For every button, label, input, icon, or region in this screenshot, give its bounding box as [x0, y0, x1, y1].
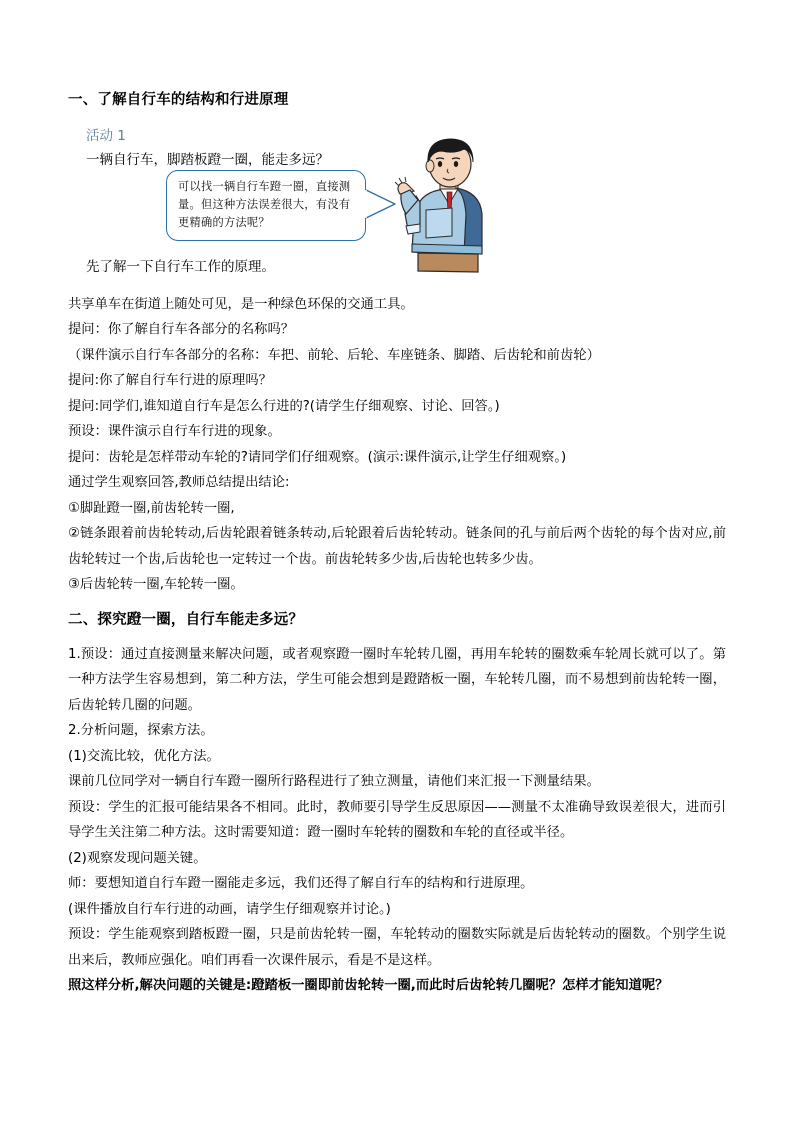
paragraph: 通过学生观察回答,教师总结提出结论:: [68, 475, 290, 491]
paragraph: （课件演示自行车各部分的名称：车把、前轮、后轮、车座链条、脚踏、后齿轮和前齿轮）: [68, 347, 600, 363]
paragraph: 2.分析问题，探索方法。: [68, 723, 214, 739]
section-1-heading: 一、了解自行车的结构和行进原理: [68, 92, 289, 108]
paragraph: (课件播放自行车行进的动画，请学生仔细观察并讨论。): [68, 901, 391, 917]
body-paragraphs-part-1: [68, 292, 726, 598]
paragraph: 预设：课件演示自行车行进的现象。: [68, 424, 281, 440]
activity-block: [86, 126, 726, 286]
paragraph: 师：要想知道自行车蹬一圈能走多远，我们还得了解自行车的结构和行进原理。: [68, 876, 534, 892]
body-paragraphs-part-2: [68, 642, 726, 999]
paragraph: 共享单车在街道上随处可见，是一种绿色环保的交通工具。: [68, 296, 414, 312]
paragraph: 课前几位同学对一辆自行车蹬一圈所行路程进行了独立测量，请他们来汇报一下测量结果。: [68, 774, 600, 790]
paragraph-emphasis: 照这样分析,解决问题的关键是:蹬踏板一圈即前齿轮转一圈,而此时后齿轮转几圈呢？怎样才能知道呢？: [68, 978, 669, 994]
activity-follow-up: 先了解一下自行车工作的原理。: [86, 259, 275, 276]
list-item: ③后齿轮转一圈,车轮转一圈。: [68, 577, 244, 593]
boy-illustration: [394, 134, 504, 276]
paragraph: (2)观察发现问题关键。: [68, 850, 207, 866]
list-item: ②链条跟着前齿轮转动,后齿轮跟着链条转动,后轮跟着后齿轮转动。链条间的孔与前后两个齿轮的每个齿对应,前齿轮转过一个齿,后齿轮也一定转过一个齿。前齿轮转多少齿,后齿轮也转多少齿。: [68, 526, 726, 567]
speech-bubble-wrap: [166, 170, 366, 241]
paragraph: 提问:你了解自行车行进的原理吗？: [68, 373, 272, 389]
paragraph: 预设：学生能观察到踏板蹬一圈，只是前齿轮转一圈，车轮转动的圈数实际就是后齿轮转动的圈数。个别学生说出来后，教师应强化。咱们再看一次课件展示，看是不是这样。: [68, 927, 726, 968]
paragraph: 提问：你了解自行车各部分的名称吗？: [68, 322, 295, 338]
list-item: ①脚趾蹬一圈,前齿轮转一圈,: [68, 500, 235, 516]
paragraph: 预设：学生的汇报可能结果各不相同。此时，教师要引导学生反思原因——测量不太准确导致误差很大，进而引导学生关注第二种方法。这时需要知道：蹬一圈时车轮转的圈数和车轮的直径或半径。: [68, 799, 726, 841]
paragraph: 1.预设：通过直接测量来解决问题，或者观察蹬一圈时车轮转几圈，再用车轮转的圈数乘车轮周长就可以了。第一种方法学生容易想到，第二种方法，学生可能会想到是蹬踏板一圈，车轮转几圈，而不易想到前齿轮转一圈，后齿轮转几圈的问题。: [68, 646, 726, 713]
paragraph: 提问：齿轮是怎样带动车轮的?请同学们仔细观察。(演示:课件演示,让学生仔细观察。): [68, 449, 567, 465]
section-2-heading: 二、探究蹬一圈，自行车能走多远？: [68, 611, 304, 628]
speech-bubble: 可以找一辆自行车蹬一圈，直接测量。但这种方法误差很大，有没有更精确的方法呢？: [166, 170, 366, 241]
paragraph: 提问:同学们,谁知道自行车是怎么行进的?(请学生仔细观察、讨论、回答。): [68, 398, 500, 414]
paragraph: (1)交流比较，优化方法。: [68, 748, 220, 764]
activity-label: 活动 1: [86, 127, 126, 144]
activity-question: 一辆自行车，脚踏板蹬一圈，能走多远？: [86, 152, 329, 169]
